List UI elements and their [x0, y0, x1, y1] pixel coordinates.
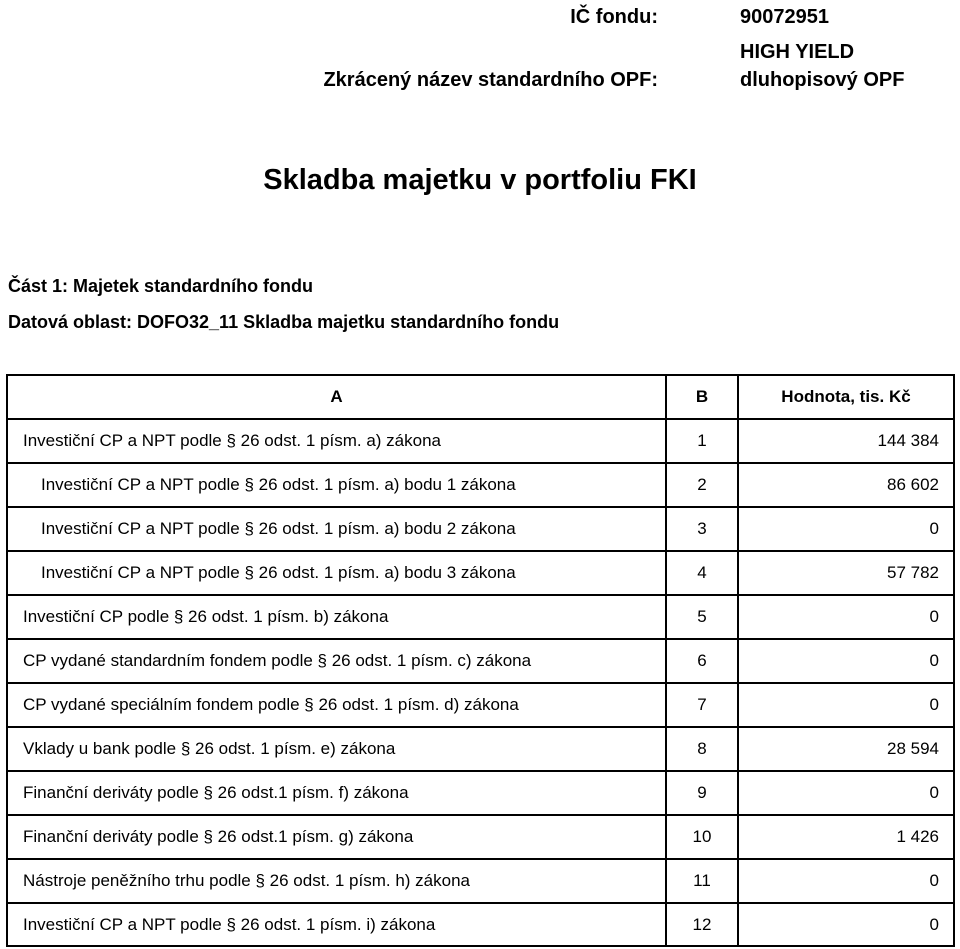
row-label: Investiční CP a NPT podle § 26 odst. 1 písm. a) bodu 2 zákona: [8, 508, 667, 550]
row-label: Finanční deriváty podle § 26 odst.1 písm. g) zákona: [8, 816, 667, 858]
row-value: 0: [929, 783, 939, 802]
table-row: [8, 772, 953, 816]
row-number: 7: [667, 684, 739, 726]
row-number: 4: [667, 552, 739, 594]
table-row: [8, 816, 953, 860]
row-number: 3: [667, 508, 739, 550]
data-area-heading: Datová oblast: DOFO32_11 Skladba majetku standardního fondu: [8, 312, 560, 332]
row-value: 0: [929, 651, 939, 670]
fund-id-value: 90072951: [740, 6, 829, 28]
row-number: 8: [667, 728, 739, 770]
row-label: Investiční CP podle § 26 odst. 1 písm. b) zákona: [8, 596, 667, 638]
row-value: 57 782: [887, 563, 939, 582]
row-label: Vklady u bank podle § 26 odst. 1 písm. e) zákona: [8, 728, 667, 770]
row-number: 1: [667, 420, 739, 462]
table-row: [8, 684, 953, 728]
row-label: Investiční CP a NPT podle § 26 odst. 1 písm. i) zákona: [8, 904, 667, 946]
fund-name-label: Zkrácený název standardního OPF:: [323, 69, 658, 91]
fund-name-line-2: dluhopisový OPF: [740, 69, 905, 91]
row-label: Investiční CP a NPT podle § 26 odst. 1 písm. a) zákona: [8, 420, 667, 462]
table-row: [8, 904, 953, 946]
row-label: Investiční CP a NPT podle § 26 odst. 1 písm. a) bodu 3 zákona: [8, 552, 667, 594]
table-row: [8, 640, 953, 684]
table-row: [8, 420, 953, 464]
row-number: 9: [667, 772, 739, 814]
section-part-heading: Část 1: Majetek standardního fondu: [8, 276, 314, 296]
row-value: 0: [929, 915, 939, 934]
row-label: Finanční deriváty podle § 26 odst.1 písm. f) zákona: [8, 772, 667, 814]
row-value: 144 384: [877, 431, 939, 450]
table-row: [8, 728, 953, 772]
table-row: [8, 552, 953, 596]
row-value: 0: [929, 607, 939, 626]
row-number: 2: [667, 464, 739, 506]
row-value: 86 602: [887, 475, 939, 494]
table-row: [8, 508, 953, 552]
fund-name-line-1: HIGH YIELD: [740, 41, 855, 63]
column-header-a: A: [8, 376, 667, 418]
table-header-row: [8, 376, 953, 420]
table-row: [8, 596, 953, 640]
row-label: Nástroje peněžního trhu podle § 26 odst. 1 písm. h) zákona: [8, 860, 667, 902]
row-number: 12: [667, 904, 739, 946]
fund-id-label: IČ fondu:: [570, 6, 658, 28]
table-row: [8, 860, 953, 904]
fund-name-value: [740, 38, 904, 94]
row-value: 0: [929, 695, 939, 714]
row-number: 10: [667, 816, 739, 858]
row-number: 11: [667, 860, 739, 902]
column-header-value: Hodnota, tis. Kč: [781, 387, 911, 406]
row-number: 5: [667, 596, 739, 638]
row-number: 6: [667, 640, 739, 682]
row-value: 1 426: [896, 827, 939, 846]
row-value: 0: [929, 519, 939, 538]
row-label: CP vydané speciálním fondem podle § 26 odst. 1 písm. d) zákona: [8, 684, 667, 726]
page-title: Skladba majetku v portfoliu FKI: [263, 164, 697, 196]
row-value: 28 594: [887, 739, 939, 758]
column-header-b: B: [667, 376, 739, 418]
table-row: [8, 464, 953, 508]
asset-composition-table: [6, 374, 955, 947]
row-value: 0: [929, 871, 939, 890]
row-label: Investiční CP a NPT podle § 26 odst. 1 písm. a) bodu 1 zákona: [8, 464, 667, 506]
row-label: CP vydané standardním fondem podle § 26 odst. 1 písm. c) zákona: [8, 640, 667, 682]
